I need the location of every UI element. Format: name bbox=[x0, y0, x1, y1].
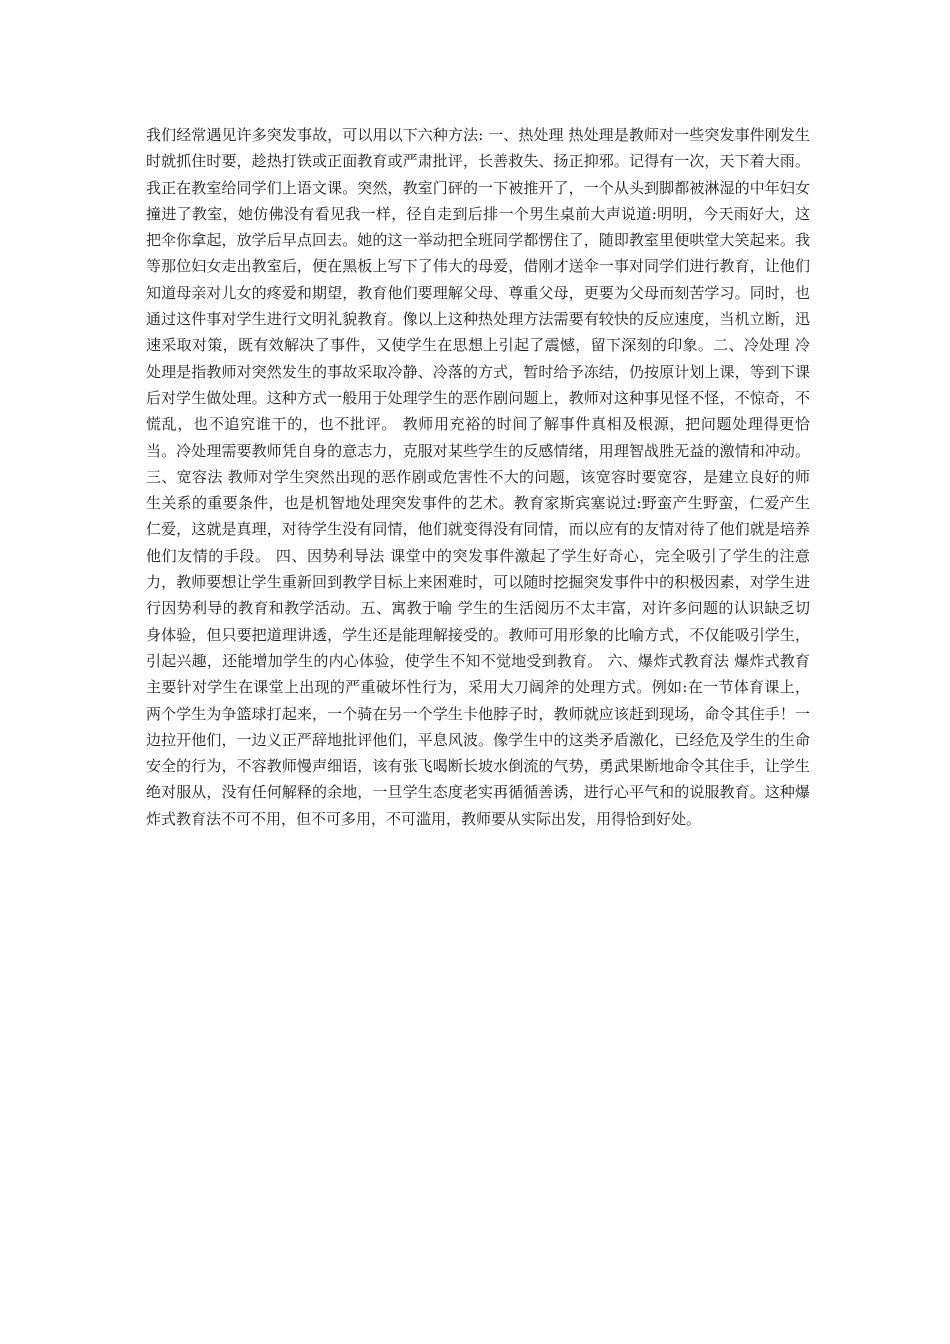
body-text: 我们经常遇见许多突发事故，可以用以下六种方法: 一、热处理 热处理是教师对一些突发事件刚发生时就抓住时要，趁热打铁或正面教育或严肃批评，长善救失、扬正抑邪。记得有一次，天下着大雨。我正在教室给同学们上语文课。突然，教室门砰的一下被推开了，一个从头到脚都被淋湿的中年妇女撞进了教室，她仿佛没有看见我一样，径自走到后排一个男生桌前大声说道:明明，今天雨好大，这把伞你拿起，放学后早点回去。她的这一举动把全班同学都愣住了，随即教室里便哄堂大笑起来。我等那位妇女走出教室后，便在黑板上写下了伟大的母爱，借刚才送伞一事对同学们进行教育，让他们知道母亲对儿女的疼爱和期望，教育他们要理解父母、尊重父母，更要为父母而刻苦学习。同时，也通过这件事对学生进行文明礼貌教育。像以上这种热处理方法需要有较快的反应速度，当机立断，迅速采取对策，既有效解决了事件，又使学生在思想上引起了震憾，留下深刻的印象。二、冷处理 冷处理是指教师对突然发生的事故采取冷静、冷落的方式，暂时给予冻结，仍按原计划上课，等到下课后对学生做处理。这种方式一般用于处理学生的恶作剧问题上，教师对这种事见怪不怪，不惊奇，不慌乱，也不追究谁干的，也不批评。 教师用充裕的时间了解事件真相及根源，把问题处理得更恰当。冷处理需要教师凭自身的意志力，克服对某些学生的反感情绪，用理智战胜无益的激情和冲动。三、宽容法 教师对学生突然出现的恶作剧或危害性不大的问题，该宽容时要宽容，是建立良好的师生关系的重要条件，也是机智地处理突发事件的艺术。教育家斯宾塞说过:野蛮产生野蛮，仁爱产生仁爱，这就是真理，对待学生没有同情，他们就变得没有同情，而以应有的友情对待了他们就是培养他们友情的手段。 四、因势利导法 课堂中的突发事件激起了学生好奇心，完全吸引了学生的注意力，教师要想让学生重新回到教学目标上来困难时，可以随时挖掘突发事件中的积极因素，对学生进行因势利导的教育和教学活动。五、寓教于喻 学生的生活阅历不太丰富，对许多问题的认识缺乏切身体验，但只要把道理讲透，学生还是能理解接受的。教师可用形象的比喻方式，不仅能吸引学生，引起兴趣，还能增加学生的内心体验，使学生不知不觉地受到教育。 六、爆炸式教育法 爆炸式教育主要针对学生在课堂上出现的严重破坏性行为，采用大刀阔斧的处理方式。例如:在一节体育课上，两个学生为争篮球打起来，一个骑在另一个学生卡他脖子时，教师就应该赶到现场，命令其住手！一边拉开他们，一边义正严辞地批评他们，平息风波。像学生中的这类矛盾激化，已经危及学生的生命安全的行为，不容教师慢声细语，该有张飞喝断长坡水倒流的气势，勇武果断地命令其住手，让学生绝对服从，没有任何解释的余地，一旦学生态度老实再循循善诱，进行心平气和的说服教育。这种爆炸式教育法不可不用，但不可多用，不可滥用，教师要从实际出发，用得恰到好处。 bbox=[146, 126, 810, 828]
body-paragraph bbox=[146, 122, 810, 832]
